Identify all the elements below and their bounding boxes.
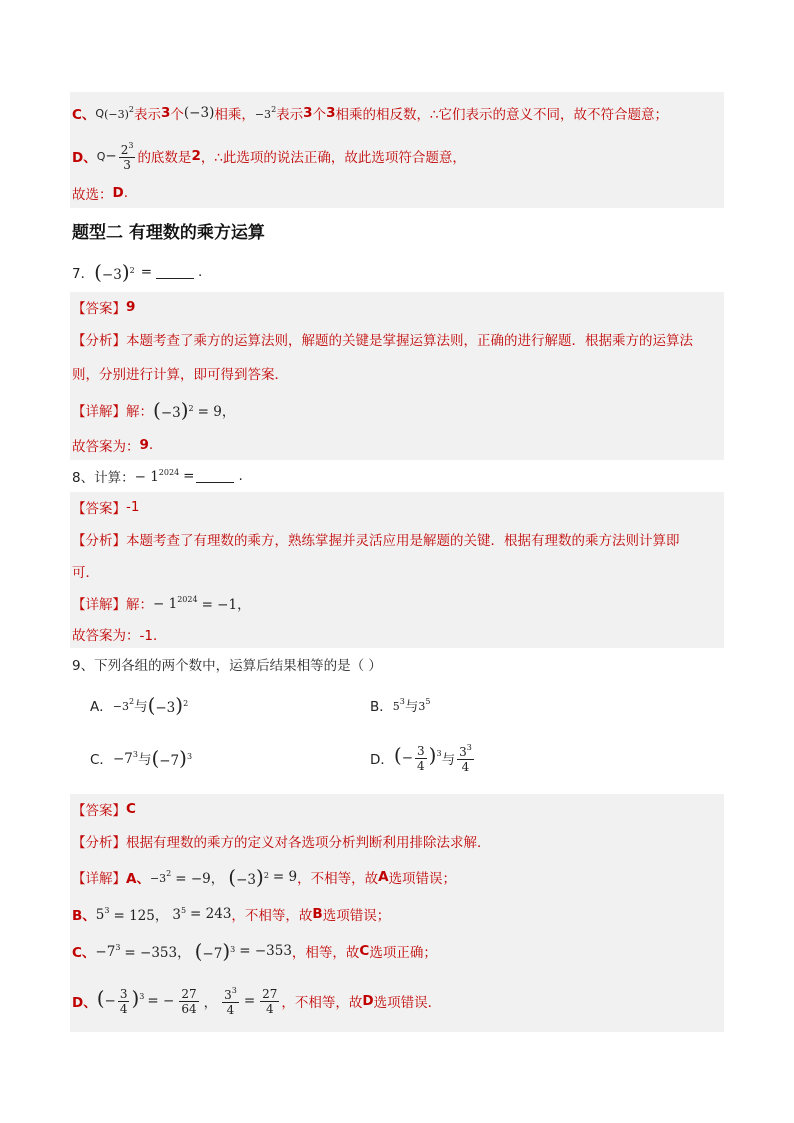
text: 个 bbox=[312, 107, 327, 123]
text: 计算： bbox=[94, 470, 135, 486]
number: 3 bbox=[161, 105, 171, 121]
text: 选项正确； bbox=[369, 945, 437, 961]
text: 故答案为： bbox=[72, 439, 140, 455]
because-symbol: Q bbox=[96, 149, 106, 163]
part-label: B、 bbox=[72, 908, 96, 924]
q9-detail-d: D、 (− $\frac{3}{4}$ )$^3$ = − $\frac{27}{64}$ ， $\frac{3^3}{4}$ = $\frac{27}{4}$ ，不相等，故 D 选项错误． bbox=[70, 970, 724, 1032]
answer-tag: 【答案】 bbox=[72, 301, 126, 317]
answer-tag: 【答案】 bbox=[72, 501, 126, 517]
math-neg3-squared: $(-3)^2$ bbox=[153, 397, 194, 422]
answer-letter: D bbox=[112, 185, 124, 201]
option-letter: B bbox=[312, 906, 323, 922]
math-minus-3-squared: $-3^2$ bbox=[254, 105, 277, 121]
document-page bbox=[70, 90, 724, 1032]
q8-analysis-line2 bbox=[70, 556, 724, 586]
math-result: = −353， bbox=[124, 945, 191, 961]
math-result: = −1， bbox=[201, 597, 251, 613]
math-equals: = bbox=[243, 993, 256, 1009]
answer-tag: 【答案】 bbox=[72, 803, 126, 819]
math-neg-three-quarters-cubed: (− $\frac{3}{4}$ )$^3$ bbox=[96, 985, 145, 1016]
equals: = bbox=[183, 468, 195, 484]
part-d-label: D、 bbox=[72, 150, 97, 166]
option-label: D． bbox=[370, 752, 394, 768]
q9-answer bbox=[70, 794, 724, 824]
equals: = bbox=[140, 264, 153, 280]
text: 选项错误； bbox=[322, 908, 391, 924]
math-base: − 1 bbox=[153, 595, 178, 612]
answer-blank bbox=[156, 266, 194, 279]
option-label: B． bbox=[370, 699, 393, 715]
text: ，∴此选项的说法正确，故此选项符合题意， bbox=[200, 150, 466, 166]
answer-value: -1 bbox=[126, 499, 140, 515]
answer-blank bbox=[196, 470, 234, 483]
q9-detail-c bbox=[70, 932, 724, 970]
text: 选项错误． bbox=[373, 995, 442, 1011]
part-label: C、 bbox=[72, 945, 96, 961]
math-minus-3-squared: $-3^2$ bbox=[149, 869, 172, 885]
math-base: − 1 bbox=[134, 468, 159, 485]
math-minus-3-squared: $-3^2$ bbox=[112, 697, 135, 713]
question-text: 9、下列各组的两个数中，运算后结果相等的是（ ） bbox=[72, 658, 382, 674]
q9-options-row2 bbox=[70, 730, 724, 786]
math-exponent: 2024 bbox=[177, 594, 198, 604]
part-label: D、 bbox=[72, 995, 97, 1011]
section-heading: 题型二 有理数的乘方运算 bbox=[72, 222, 265, 243]
q7-detail bbox=[70, 390, 724, 430]
analysis-tag: 【分析】 bbox=[72, 533, 126, 549]
option-label: C． bbox=[90, 752, 113, 768]
math-frac-3cubed-over-4: $\frac{3^3}{4}$ bbox=[224, 985, 237, 1017]
text: 与 bbox=[404, 699, 419, 715]
q9-options-row1 bbox=[70, 680, 724, 730]
number: 3 bbox=[303, 105, 313, 121]
q8-analysis-line1 bbox=[70, 522, 724, 556]
math-result: = 9 bbox=[272, 869, 298, 885]
q7-final bbox=[70, 430, 724, 460]
text: 表示 bbox=[276, 107, 304, 123]
text: . bbox=[238, 468, 243, 484]
text: 与 bbox=[134, 699, 148, 715]
detail-tag: 【详解】 bbox=[72, 597, 126, 613]
q7-analysis-line1 bbox=[70, 322, 724, 356]
because-symbol: Q bbox=[95, 106, 105, 120]
detail-tag: 【详解】 bbox=[72, 404, 126, 420]
math-5-cubed: $5^3$ bbox=[95, 905, 110, 923]
math-exponent: 2024 bbox=[158, 467, 180, 477]
analysis-tag: 【分析】 bbox=[72, 333, 126, 349]
q7-analysis-line2 bbox=[70, 356, 724, 390]
question-7 bbox=[70, 252, 724, 292]
question-8 bbox=[70, 460, 724, 492]
text: 解： bbox=[126, 404, 153, 420]
question-number: 7． bbox=[72, 266, 95, 282]
text: . bbox=[198, 264, 203, 280]
math-neg7-cubed: $(-7)^3$ bbox=[151, 745, 193, 770]
math-neg3-squared: $(-3)^2$ bbox=[228, 864, 269, 889]
math-3-power-5: $3^5$ bbox=[418, 697, 431, 713]
final-answer: 9 bbox=[139, 437, 149, 453]
q7-answer bbox=[70, 292, 724, 322]
text: 与 bbox=[441, 752, 456, 768]
math-expression bbox=[135, 468, 180, 485]
part-label: A、 bbox=[126, 871, 150, 887]
text: 表示 bbox=[134, 107, 161, 123]
analysis-text: 则，分别进行计算，即可得到答案． bbox=[72, 367, 288, 383]
text: 解： bbox=[126, 597, 153, 613]
math-neg3: (−3) bbox=[183, 105, 215, 121]
text: 故选： bbox=[72, 187, 113, 203]
option-c bbox=[90, 730, 370, 786]
math-5-cubed: $5^3$ bbox=[392, 697, 405, 713]
math-frac-3cubed-over-4: $\frac{3^3}{4}$ bbox=[459, 742, 472, 774]
q9-detail-a bbox=[70, 858, 724, 896]
option-b bbox=[370, 680, 670, 730]
text: ，不相等，故 bbox=[297, 871, 379, 887]
text: 选项错误； bbox=[388, 871, 457, 887]
math-result: = 9， bbox=[197, 404, 236, 420]
text: 个 bbox=[170, 107, 184, 123]
solution-part-c bbox=[70, 92, 724, 134]
math-frac-27-over-64: $\frac{27}{64}$ bbox=[181, 986, 197, 1016]
part-c-label: C、 bbox=[72, 107, 96, 123]
text: ，相等，故 bbox=[291, 945, 360, 961]
final-choice bbox=[70, 178, 724, 208]
option-letter: D bbox=[362, 993, 374, 1009]
analysis-text: 可． bbox=[72, 565, 99, 581]
text: . bbox=[148, 437, 154, 453]
q8-final bbox=[70, 620, 724, 648]
text: 的底数是 bbox=[137, 150, 192, 166]
analysis-tag: 【分析】 bbox=[72, 835, 126, 851]
answer-value: C bbox=[126, 801, 136, 817]
analysis-text: 本题考查了有理数的乘方，熟练掌握并灵活应用是解题的关键．根据有理数的乘方法则计算即 bbox=[126, 533, 680, 549]
text: 相乘， bbox=[214, 107, 255, 123]
math-result: = −353 bbox=[239, 943, 292, 959]
solution-part-d bbox=[70, 134, 724, 178]
math-neg3-squared: $(-3)^2$ bbox=[147, 692, 189, 717]
text: 相乘的相反数，∴它们表示的意义不同，故不符合题意； bbox=[335, 107, 669, 123]
math-neg3-squared: $(-3)^2$ bbox=[104, 105, 134, 121]
q9-analysis bbox=[70, 824, 724, 858]
question-number: 8、 bbox=[72, 470, 95, 486]
final-text: 故答案为：-1． bbox=[72, 628, 167, 644]
math-neg3-squared: $(-3)^2$ bbox=[94, 259, 135, 284]
math-expression bbox=[153, 595, 198, 612]
q8-detail bbox=[70, 586, 724, 620]
text: ，不相等，故 bbox=[231, 908, 313, 924]
math-result: = 125， bbox=[113, 908, 169, 924]
math-neg-three-quarters-cubed: (− $\frac{3}{4}$ )$^3$ bbox=[393, 742, 442, 773]
analysis-text: 根据有理数的乘方的定义对各选项分析判断利用排除法求解． bbox=[126, 835, 491, 851]
text: 与 bbox=[137, 752, 152, 768]
option-a bbox=[90, 680, 370, 730]
q8-answer bbox=[70, 492, 724, 522]
question-9-stem bbox=[70, 648, 724, 680]
option-letter: C bbox=[359, 943, 370, 959]
math-frac-27-over-4: $\frac{27}{4}$ bbox=[262, 986, 278, 1016]
math-result: = −9， bbox=[175, 871, 225, 887]
text: ，不相等，故 bbox=[281, 995, 363, 1011]
answer-value: 9 bbox=[126, 299, 136, 315]
math-neg7-cubed: $(-7)^3$ bbox=[194, 938, 236, 963]
math-result: = 243 bbox=[190, 906, 232, 922]
analysis-text: 本题考查了乘方的运算法则，解题的关键是掌握运算法则，正确的进行解题．根据乘方的运算法 bbox=[126, 333, 693, 349]
q9-detail-b bbox=[70, 896, 724, 932]
number: 2 bbox=[191, 148, 201, 164]
math-minus-7-cubed: $-7^3$ bbox=[112, 749, 138, 767]
math-3-power-5: $3^5$ bbox=[172, 905, 187, 923]
math-neg-frac-2cubed-over-3: − $\frac{2^3}{3}$ bbox=[105, 140, 134, 172]
detail-tag: 【详解】 bbox=[72, 871, 126, 887]
text: . bbox=[123, 185, 129, 201]
number: 3 bbox=[326, 105, 336, 121]
option-letter: A bbox=[378, 869, 389, 885]
option-label: A． bbox=[90, 699, 113, 715]
math-equals: = − bbox=[147, 993, 175, 1009]
option-d bbox=[370, 730, 670, 786]
math-minus-7-cubed: $-7^3$ bbox=[95, 942, 121, 960]
